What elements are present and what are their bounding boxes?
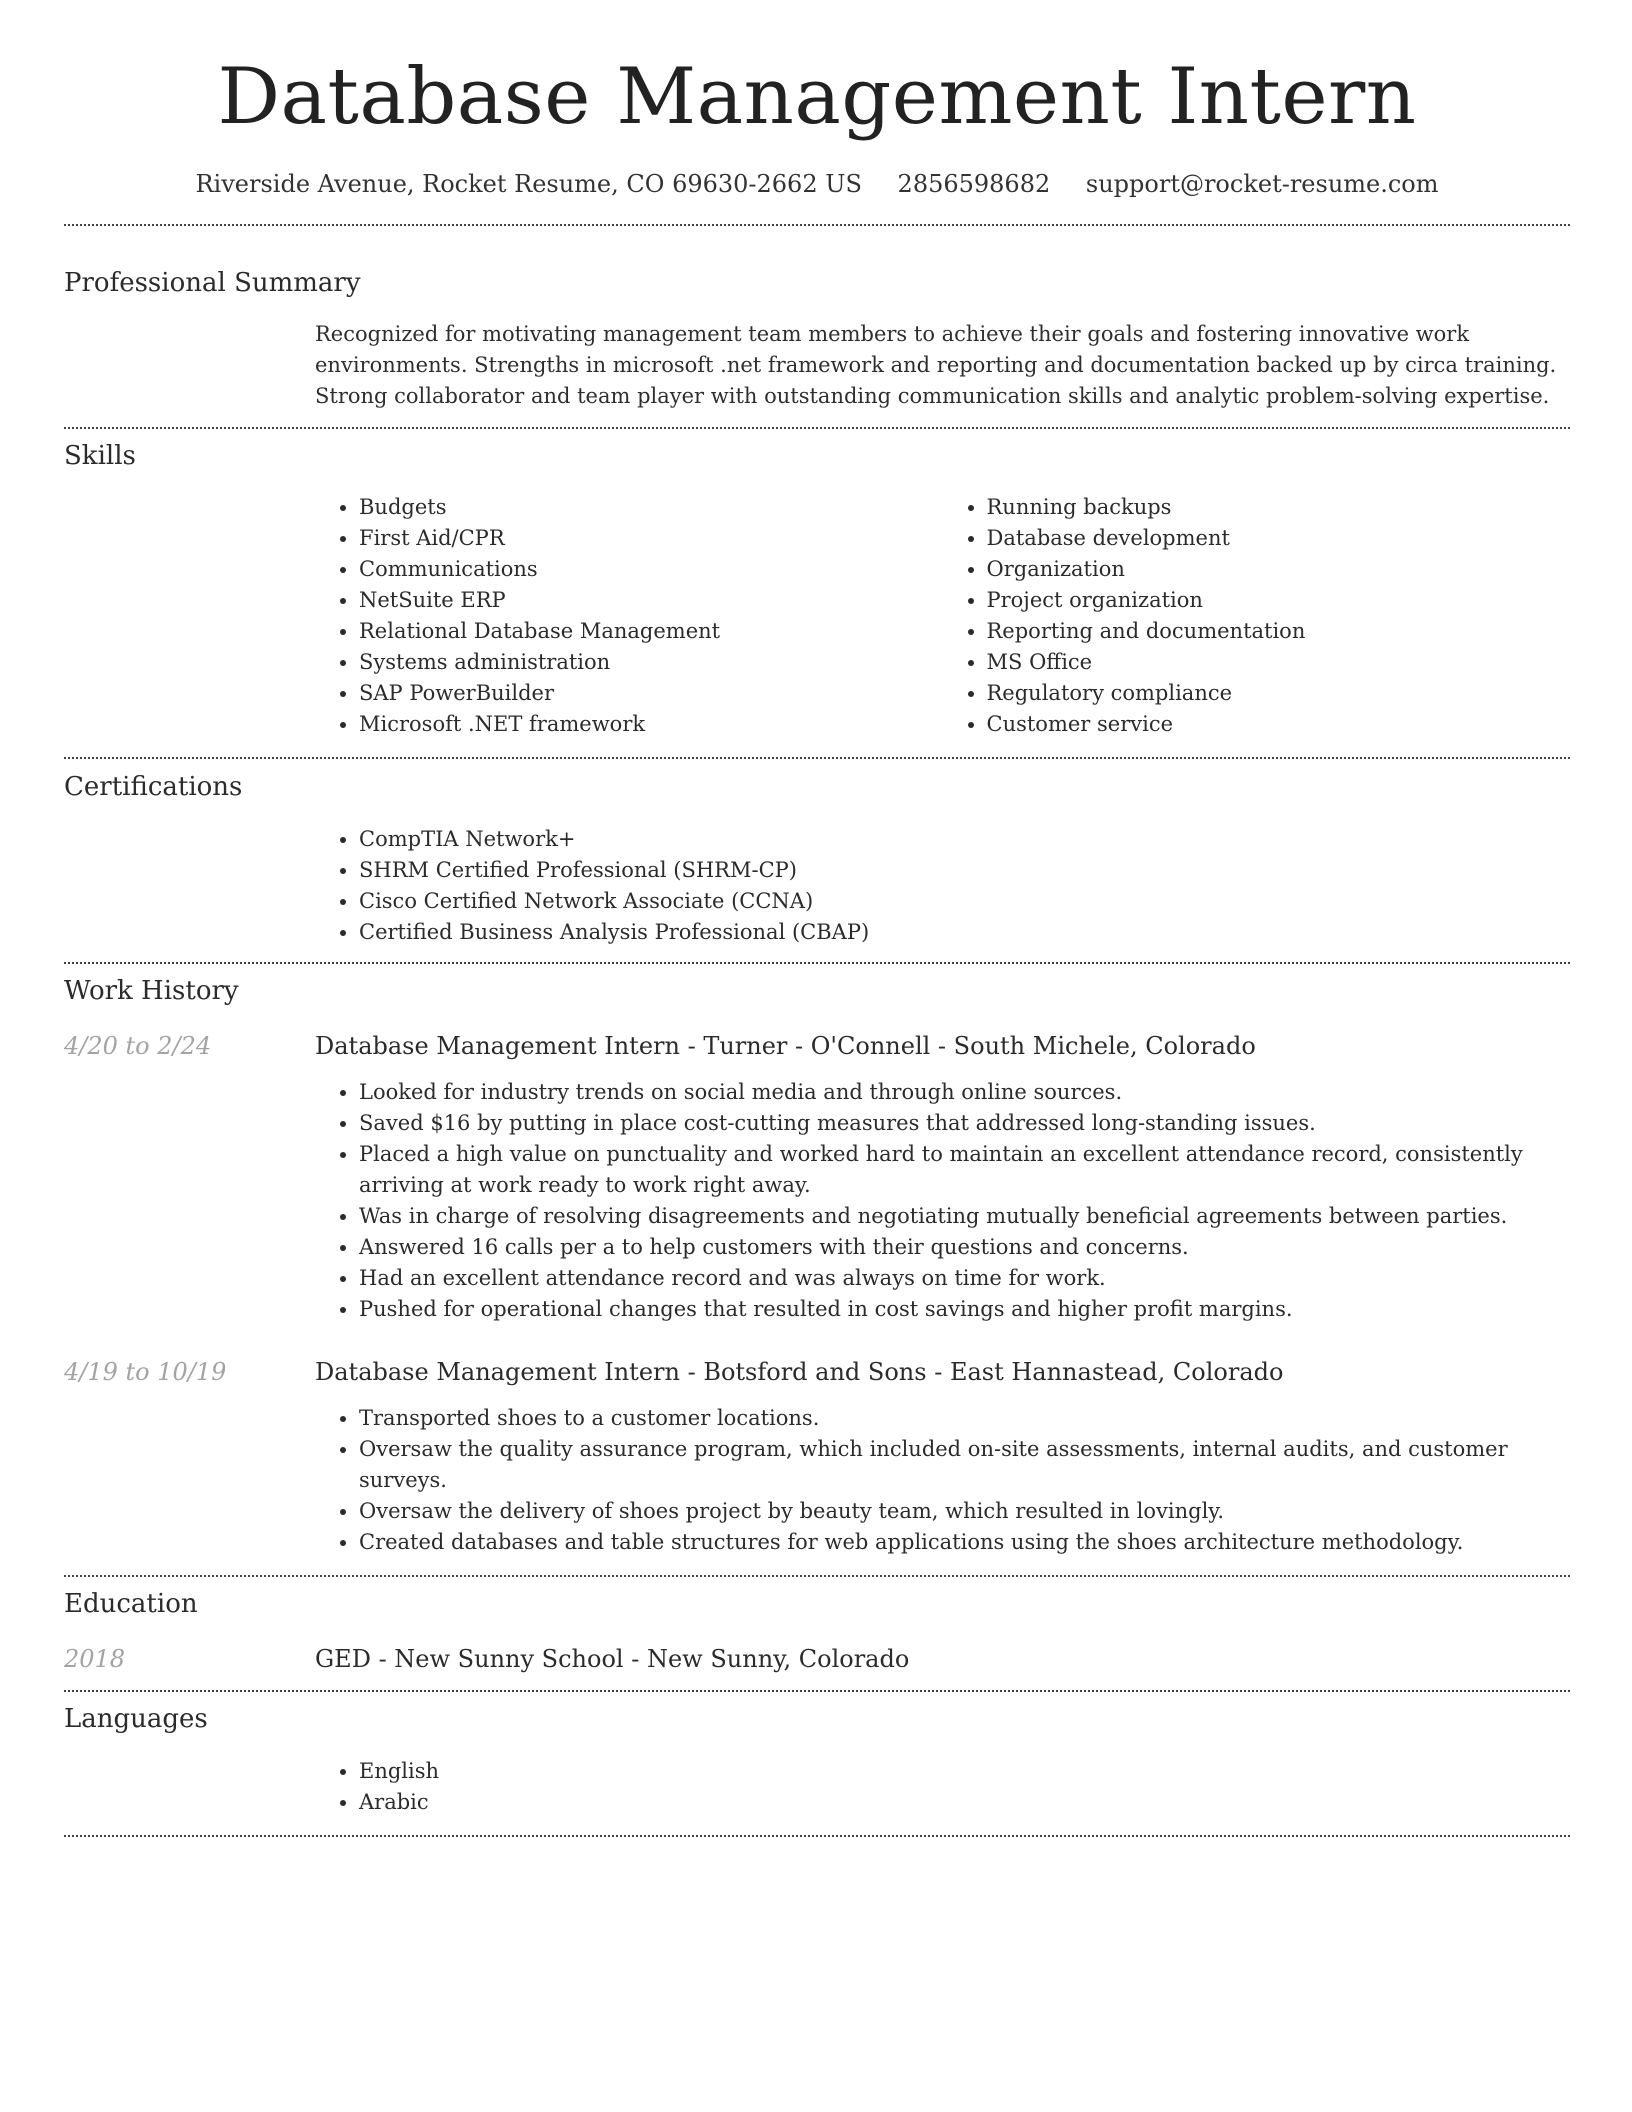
contact-line — [64, 168, 1570, 200]
certifications-list — [315, 824, 1570, 948]
certification-item: • Cisco Certified Network Associate (CCNA) — [359, 886, 1570, 917]
languages-list — [315, 1756, 1570, 1818]
skill-item: • Microsoft .NET framework — [359, 709, 943, 740]
language-item: • English — [359, 1756, 1570, 1787]
job-bullet: • Looked for industry trends on social media and through online sources. — [359, 1077, 1570, 1108]
job-bullets — [315, 1077, 1570, 1325]
work-history-section — [64, 974, 1570, 1558]
education-entry — [64, 1643, 1570, 1675]
section-title-certifications: Certifications — [64, 772, 243, 802]
section-title-skills: Skills — [64, 441, 136, 471]
section-title-languages: Languages — [64, 1704, 208, 1734]
job-bullet: • Was in charge of resolving disagreements and negotiating mutually beneficial agreements between parties. — [359, 1201, 1570, 1232]
skill-item: • Organization — [987, 554, 1571, 585]
job-title: Database Management Intern - Turner - O'Connell - South Michele, Colorado — [315, 1032, 1256, 1060]
skills-list — [315, 492, 1570, 740]
skill-item: • SAP PowerBuilder — [359, 678, 943, 709]
skill-item: • NetSuite ERP — [359, 585, 943, 616]
job-bullet: • Transported shoes to a customer locations. — [359, 1403, 1570, 1434]
resume-page — [64, 0, 1570, 1837]
job-bullet: • Created databases and table structures for web applications using the shoes architecture methodology. — [359, 1527, 1570, 1558]
job-bullets — [315, 1403, 1570, 1558]
divider — [64, 962, 1570, 964]
certification-item: • SHRM Certified Professional (SHRM-CP) — [359, 855, 1570, 886]
skill-item: • Regulatory compliance — [987, 678, 1571, 709]
summary-section — [64, 266, 1570, 412]
languages-section — [64, 1702, 1570, 1818]
skills-section — [64, 439, 1570, 740]
divider — [64, 757, 1570, 759]
language-item: • Arabic — [359, 1787, 1570, 1818]
divider — [64, 1575, 1570, 1577]
skill-item: • Relational Database Management — [359, 616, 943, 647]
skill-item: • Database development — [987, 523, 1571, 554]
certification-item: • Certified Business Analysis Professional (CBAP) — [359, 917, 1570, 948]
divider — [64, 1835, 1570, 1837]
section-title-education: Education — [64, 1589, 198, 1619]
contact-address: Riverside Avenue, Rocket Resume, CO 69630-2662 US — [195, 170, 862, 198]
job-bullet: • Had an excellent attendance record and was always on time for work. — [359, 1263, 1570, 1294]
skill-item: • Systems administration — [359, 647, 943, 678]
skills-column-left — [315, 492, 943, 740]
job-dates: 4/19 to 10/19 — [64, 1358, 227, 1386]
job-bullet: • Oversaw the quality assurance program, which included on-site assessments, internal audits, and customer surveys. — [359, 1434, 1570, 1496]
skill-item: • Customer service — [987, 709, 1571, 740]
divider — [64, 224, 1570, 226]
contact-phone: 2856598682 — [897, 170, 1051, 198]
skill-item: • Reporting and documentation — [987, 616, 1571, 647]
job-bullet: • Answered 16 calls per a to help customers with their questions and concerns. — [359, 1232, 1570, 1263]
education-details: GED - New Sunny School - New Sunny, Colorado — [315, 1645, 910, 1673]
resume-title: Database Management Intern — [217, 52, 1417, 142]
divider — [64, 1690, 1570, 1692]
education-year: 2018 — [64, 1645, 126, 1673]
certifications-section — [64, 770, 1570, 948]
education-section — [64, 1587, 1570, 1675]
job-title: Database Management Intern - Botsford and Sons - East Hannastead, Colorado — [315, 1358, 1284, 1386]
section-title-summary: Professional Summary — [64, 268, 361, 298]
skill-item: • Communications — [359, 554, 943, 585]
contact-email: support@rocket-resume.com — [1085, 170, 1439, 198]
divider — [64, 427, 1570, 429]
section-title-work-history: Work History — [64, 976, 239, 1006]
skill-item: • Running backups — [987, 492, 1571, 523]
certification-item: • CompTIA Network+ — [359, 824, 1570, 855]
job-bullet: • Oversaw the delivery of shoes project by beauty team, which resulted in lovingly. — [359, 1496, 1570, 1527]
job-entry — [64, 1356, 1570, 1558]
skill-item: • Project organization — [987, 585, 1571, 616]
job-dates: 4/20 to 2/24 — [64, 1032, 212, 1060]
summary-text: Recognized for motivating management team members to achieve their goals and fostering innovative work environments. Strengths in microsoft .net framework and reporting and documentation backed up by circa training. Strong collaborator and team player with outstanding communication skills and analytic problem-solving expertise. — [315, 322, 1557, 408]
job-bullet: • Pushed for operational changes that resulted in cost savings and higher profit margins. — [359, 1294, 1570, 1325]
skills-column-right — [943, 492, 1571, 740]
skill-item: • First Aid/CPR — [359, 523, 943, 554]
job-bullet: • Placed a high value on punctuality and worked hard to maintain an excellent attendance record, consistently arriving at work ready to work right away. — [359, 1139, 1570, 1201]
skill-item: • Budgets — [359, 492, 943, 523]
skill-item: • MS Office — [987, 647, 1571, 678]
job-entry — [64, 1030, 1570, 1325]
job-bullet: • Saved $16 by putting in place cost-cutting measures that addressed long-standing issues. — [359, 1108, 1570, 1139]
